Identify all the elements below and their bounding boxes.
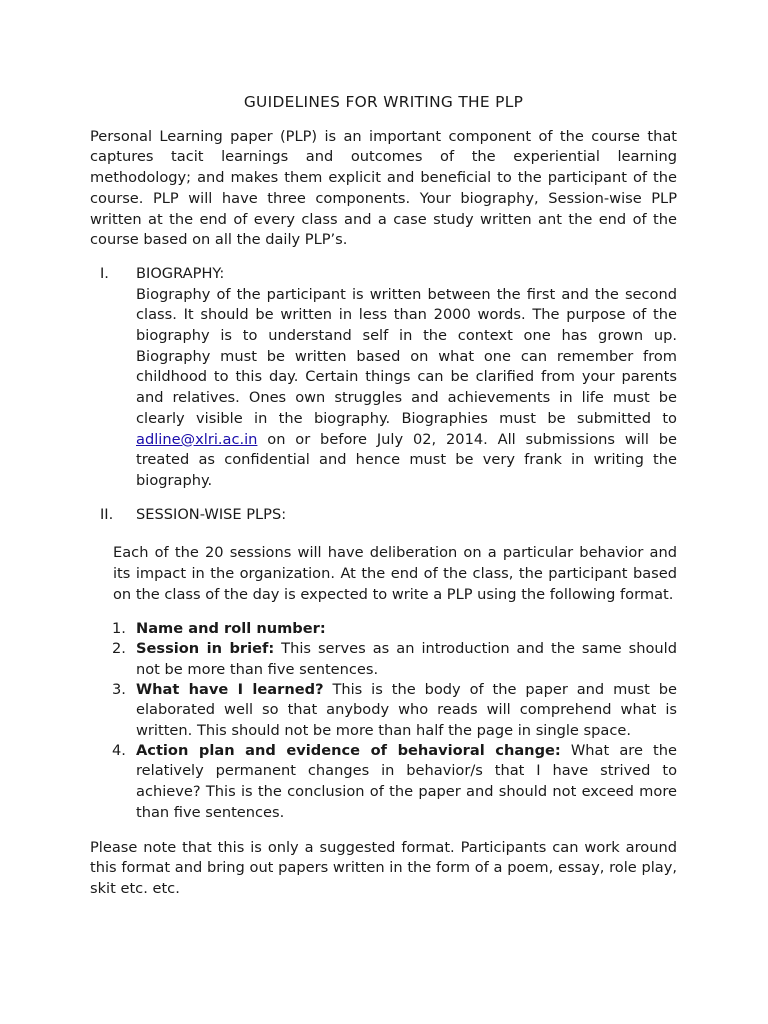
list-item-text: What are the relatively permanent changes in behavior/s that I have strived to achieve? This is the conclusion of the paper and should not exceed more than five sentences. bbox=[136, 741, 677, 821]
biography-paragraph bbox=[136, 285, 677, 492]
email-link[interactable]: adline@xlri.ac.in bbox=[136, 430, 258, 448]
section-biography bbox=[90, 264, 677, 492]
list-item-number: 3. bbox=[112, 680, 126, 698]
document-title: GUIDELINES FOR WRITING THE PLP bbox=[243, 93, 524, 111]
list-item bbox=[90, 639, 677, 680]
list-item-text: This is the body of the paper and must be elaborated well so that anybody who reads will comprehend what is written. This should not be more than half the page in single space. bbox=[136, 680, 678, 739]
list-item-label: Action plan and evidence of behavioral change: bbox=[136, 741, 561, 759]
biography-text-after: on or before July 02, 2014. All submissions will be treated as confidential and hence must be very frank in writing the biography. bbox=[136, 430, 677, 489]
list-item-text: This serves as an introduction and the same should not be more than five sentences. bbox=[136, 640, 677, 678]
session-wise-paragraph: Each of the 20 sessions will have deliberation on a particular behavior and its impact in the organization. At the end of the class, the participant based on the class of the day is expected to write a PLP using the following format. bbox=[113, 544, 677, 603]
list-item bbox=[90, 680, 677, 742]
list-item-label: Name and roll number: bbox=[136, 620, 326, 638]
list-item-label: What have I learned? bbox=[136, 680, 324, 698]
biography-text-before: Biography of the participant is written between the first and the second class. It should be written in less than 2000 words. The purpose of the biography is to understand self in the context one has grown up. Biography must be written based on what one can remember from childhood to this day. Certain things can be clarified from your parents and relatives. Ones own struggles and achievements in life must be clearly visible in the biography. Biographies must be submitted to bbox=[136, 285, 677, 427]
list-item bbox=[90, 619, 677, 640]
section-heading: SESSION-WISE PLPS: bbox=[136, 505, 287, 523]
closing-paragraph: Please note that this is only a suggested format. Participants can work around this format and bring out papers written in the form of a poem, essay, role play, skit etc. etc. bbox=[90, 838, 677, 897]
section-numeral: II. bbox=[100, 505, 114, 523]
format-list bbox=[90, 619, 677, 823]
list-item-number: 4. bbox=[112, 741, 126, 759]
document-page bbox=[90, 92, 677, 900]
section-session-wise bbox=[90, 505, 677, 526]
section-heading: BIOGRAPHY: bbox=[136, 264, 225, 282]
section-numeral: I. bbox=[100, 264, 109, 282]
list-item-number: 1. bbox=[112, 620, 126, 638]
list-item-number: 2. bbox=[112, 640, 126, 658]
intro-paragraph: Personal Learning paper (PLP) is an important component of the course that captures tacit learnings and outcomes of the experiential learning methodology; and makes them explicit and beneficial to the participant of the course. PLP will have three components. Your biography, Session-wise PLP written at the end of every class and a case study written ant the end of the course based on all the daily PLP’s. bbox=[90, 127, 677, 249]
list-item bbox=[90, 741, 677, 824]
list-item-label: Session in brief: bbox=[136, 640, 275, 658]
